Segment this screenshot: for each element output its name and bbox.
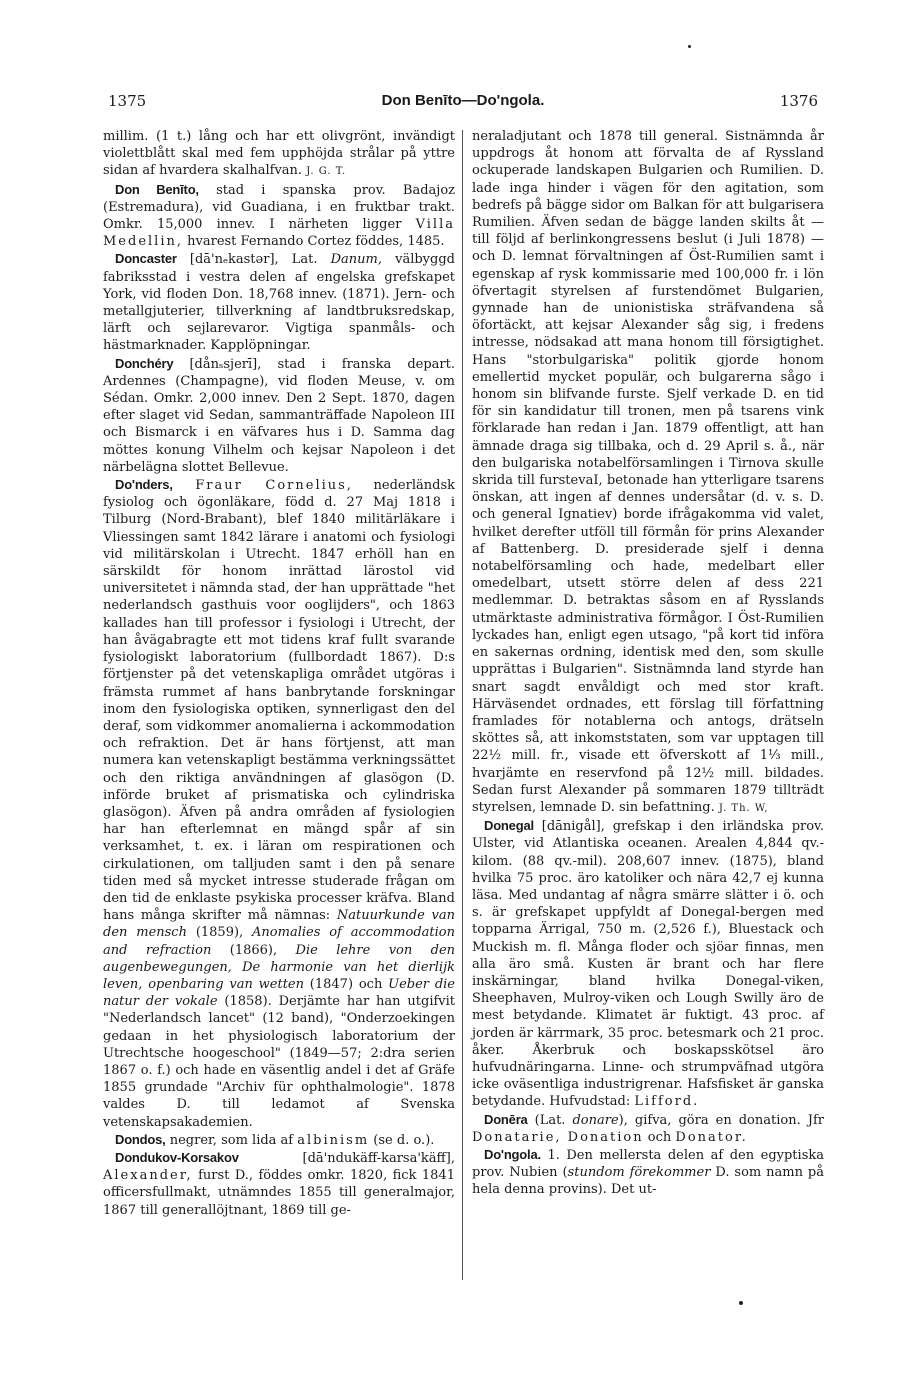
running-head-title: Don Benīto—Do'ngola.	[381, 92, 545, 109]
author-signature: J. G. T.	[306, 166, 347, 178]
print-speck	[688, 45, 691, 48]
entry-dongola: Do'ngola. 1. Den mellersta delen af den egyptiska prov. Nubien (stundom förekommer D. som namn på hela denna provins). Det ut-	[472, 1146, 824, 1198]
running-head	[108, 92, 818, 114]
entry-continuation: neraladjutant och 1878 till general. Sistnämnda år uppdrogs åt honom att förvalta de af Ryssland ockuperade landskapen Bulgarien och Rumilien. D. lade inga hinder i vägen för den agitation, som bedrefs på bägge sidor om Balkan för att bulgarisera Rumilien. Äfven sedan de bägge landen skilts åt — till följd af berlinkongressens beslut (i Juli 1878) — och D. lemnat förvaltningen af Öst-Rumilien samt i egenskap af rysk kommissarie med 100,000 fr. i lön öfvertagit styrelsen af furstendömet Bulgarien, gynnade han de unionistiska sträfvandena så öfortäckt, att kejsar Alexander såg sig, i fredens intresse, nödsakad att mana honom till försigtighet. Hans "storbulgariska" politik gjorde honom emellertid mycket populär, och bulgarerna sågo i honom sin blifvande furste. Sjelf verkade D. en tid för sin kandidatur till tronen, men på tsarens vink förklarade han redan i Jan. 1879 offentligt, att han ämnade draga sig tillbaka, och d. 29 April s. å., när den bulgariska notabelförsamlingen i Tirnova skulle skrida till furstevaI, betonade han ytterligare tsarens önskan, att ingen af dennes undersåtar (d. v. s. D. och general Ignatiev) borde ifrågakomma vid valet, hvilket derefter utföll till förmån för prins Alexander af Battenberg. D. presiderade sjelf i denna notabelförsamling och hade, medelbart eller omedelbart, utsett större delen af dess 221 medlemmar. D. betraktas såsom en af Rysslands utmärktaste administrativa förmågor. I Öst-Rumilien lyckades han, enligt egen utsago, "på kort tid införa en sakernas ordning, identisk med den, som skulle upprättas i Bulgarien". Sistnämnda land styrde han snart sagdt envåldigt och med stor kraft. Härväsendet ordnades, ett förslag till författning framlades för notablerna och antogs, drätseln sköttes så, att inkomststaten, som var upptagen till 22½ mill. fr., visade ett öfverskott af 1⅓ mill., hvarjämte en reservfond på 12½ mill. bildades. Sedan furst Alexander på sommaren 1879 tillträdt styrelsen, lemnade D. sin befattning. J. Th. W,	[472, 129, 824, 815]
entry-dondukov-korsakov: Dondukov-Korsakov [dā'ndukäff-karsa'käff], Alexander, furst D., föddes omkr. 1820, fick 1841 officersfullmakt, utnämndes 1855 till generalmajor, 1867 till generallöjtnant, 1869 till ge-	[103, 1149, 455, 1218]
entry-doncaster: Doncaster [dā'nₑkastər], Lat. Danum, välbyggd fabriksstad i vestra delen af engelska grefskapet York, vid floden Don. 18,768 innev. (1871). Jern- och metallgjuterier, tillverkning af landtbruksredskap, lärft och sejlarevaror. Vigtiga spanmåls- och hästmarknader. Kapplöpningar.	[103, 251, 455, 354]
entry-dondos: Dondos, negrer, som lida af albinism (se d. o.).	[115, 1131, 435, 1148]
headword: Don Benīto,	[115, 181, 199, 197]
entry-donchery: Donchéry [dånₛsjerī], stad i franska depart. Ardennes (Champagne), vid floden Meuse, v. om Sédan. Omkr. 2,000 innev. Den 2 Sept. 1870, dagen efter slaget vid Sedan, sammanträffade Napoleon III och Bismarck i en väfvares hus i D. Samma dag möttes konung Vilhelm och kejsar Napoleon i det närbelägna slottet Bellevue.	[103, 355, 455, 475]
right-column	[472, 128, 824, 1199]
headword: Donchéry	[115, 355, 174, 371]
headword: Do'nders,	[115, 477, 173, 493]
headword: Donegal	[484, 818, 534, 834]
headword: Dondukov-Korsakov	[115, 1149, 239, 1165]
entry-continuation: millim. (1 t.) lång och har ett olivgrönt, invändigt violettblått skal med fem upphöjda strålar på yttre sidan af hvardera skalhalfvan. J. G. T.	[103, 129, 455, 179]
entry-donders: Do'nders, Fraur Cornelius, nederländsk fysiolog och ögonläkare, född d. 27 Maj 1818 i Tilburg (Nord-Brabant), blef 1840 militärläkare i Vliessingen samt 1842 lärare i anatomi och fysiologi vid militärskolan i Utrecht. 1847 erhöll han en särskildt för honom inrättad lärostol vid universitetet i nämnda stad, der han upprättade "het nederlandsch gasthuis voor ooglijders", och 1863 kallades han till professor i fysiologi i Utrecht, der han åvägabragte ett mot tidens kraf fullt svarande fysiologiskt laboratorium (fullbordadt 1867). D:s förtjenster på det vetenskapliga området utgöras i främsta rummet af hans banbrytande forskningar inom den fysiologiska optiken, synnerligast den del deraf, som vidkommer anomalierna i ackommodation och refraktion. Det är hans förtjenst, att man numera kan vetenskapligt bestämma verkningssättet och den riktiga användningen af glasögon (D. införde bruket af prismatiska och cylindriska glasögon). Äfven på andra områden af fysiologien har han efterlemnat en mängd spår af sin verksamhet, t. ex. i läran om respirationen och cirkulationen, om talljuden samt i den på senare tiden med så mycket intresse studerade frågan om den tid de enklaste psykiska processer kräfva. Bland hans många skrifter må nämnas: Natuurkunde van den mensch (1859), Anomalies of accommodation and refraction (1866), Die lehre von den augenbewegungen, De harmonie van het dierlijk leven, openbaring van wetten (1847) och Ueber die natur der vokale (1858). Derjämte har han utgifvit "Nederlandsch lancet" (12 band), "Onderzoekingen gedaan in het physiologisch laboratorium der Utrechtsche hoogeschool" (1849—57; 2:dra serien 1867 o. f.) och hade en väsentlig andel i det af Gräfe 1855 grundade "Archiv für ophthalmologie". 1878 valdes D. till ledamot af Svenska vetenskapsakademien.	[103, 477, 456, 1130]
headword: Doncaster	[115, 251, 177, 267]
entry-donegal: Donegal [dānigål], grefskap i den irländska prov. Ulster, vid Atlantiska oceanen. Arealen 4,844 qv.-kilom. (88 qv.-mil). 208,607 innev. (1875), bland hvilka 75 proc. äro katoliker och nära 42,7 ej kunna läsa. Med undantag af några smärre slätter i ö. och s. är grefskapet uppfyldt af Donegal-bergen med topparna Ärrigal, 750 m. (2,526 f.), Bluestack och Muckish m. fl. Många floder och sjöar finnas, men alla äro små. Kusten är brant och har flere inskärningar, bland hvilka Donegal-viken, Sheephaven, Mulroy-viken och Lough Swilly äro de mest betydande. Klimatet är fuktigt. 43 proc. af jorden är kärrmark, 35 proc. betesmark och 21 proc. åker. Åkerbruk och boskapsskötsel äro hufvudnäringarna. Linne- och strumpväfnad utgöra icke oväsentliga industrigrenar. Hafsfisket är ganska betydande. Hufvudstad: Lifford.	[472, 818, 824, 1110]
entry-don-benito: Don Benīto, stad i spanska prov. Badajoz (Estremadura), vid Guadiana, i en fruktbar trakt. Omkr. 15,000 innev. I närheten ligger Villa Medellin, hvarest Fernando Cortez föddes, 1485.	[103, 181, 455, 250]
headword: Donēra	[484, 1111, 528, 1127]
column-divider	[462, 130, 463, 1280]
left-column	[103, 128, 455, 1219]
page-number-left: 1375	[108, 92, 147, 110]
entry-donera: Donēra (Lat. donare), gifva, göra en donation. Jfr Donatarie, Donation och Donator.	[472, 1111, 824, 1145]
headword: Do'ngola.	[484, 1146, 541, 1162]
page-number-right: 1376	[779, 92, 818, 110]
headword: Dondos,	[115, 1131, 166, 1147]
author-signature: J. Th. W,	[718, 802, 769, 814]
print-speck	[739, 1301, 743, 1305]
